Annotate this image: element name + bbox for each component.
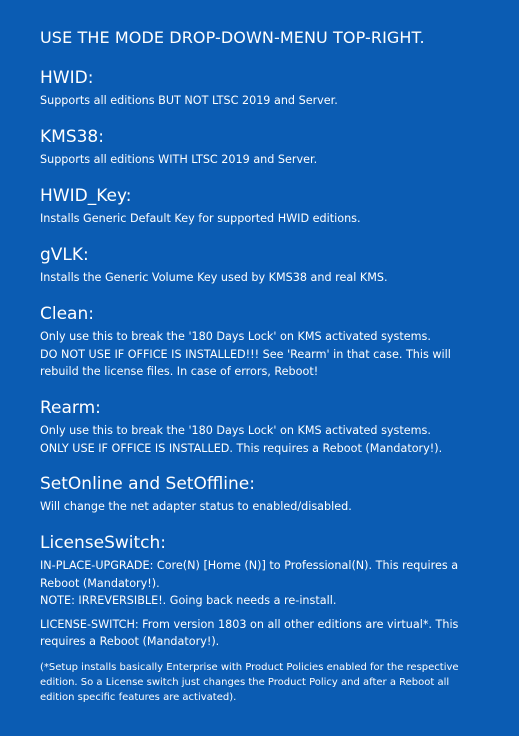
section-line: Installs the Generic Volume Key used by KMS38 and real KMS. bbox=[40, 271, 388, 284]
section-line: Installs Generic Default Key for supported HWID editions. bbox=[40, 212, 361, 225]
section-body-setonline-setoffline bbox=[40, 498, 505, 516]
section-title-hwid: HWID: bbox=[40, 68, 94, 88]
section-body-licenseswitch bbox=[40, 557, 505, 651]
section-hwid-key bbox=[40, 186, 505, 228]
section-setonline-setoffline bbox=[40, 474, 505, 516]
section-title-hwid-key: HWID_Key: bbox=[40, 186, 132, 206]
section-line: Reboot (Mandatory!). bbox=[40, 576, 160, 590]
section-hwid bbox=[40, 68, 505, 110]
section-title-setonline-setoffline: SetOnline and SetOffline: bbox=[40, 474, 255, 494]
section-body-gvlk bbox=[40, 269, 505, 287]
section-line: IN-PLACE-UPGRADE: Core(N) [Home (N)] to Professional(N). This requires a bbox=[40, 559, 459, 572]
section-line: DO NOT USE IF OFFICE IS INSTALLED!!! See 'Rearm' in that case. This will bbox=[40, 347, 451, 361]
section-line: Supports all editions WITH LTSC 2019 and Server. bbox=[40, 153, 318, 166]
section-body-hwid bbox=[40, 92, 505, 110]
footnote-line: edition. So a License switch just changes the Product Policy and after a Reboot all bbox=[40, 677, 450, 688]
section-kms38 bbox=[40, 127, 505, 169]
section-body-kms38 bbox=[40, 151, 505, 169]
footnote-line: edition specific features are activated). bbox=[40, 692, 237, 703]
section-line: NOTE: IRREVERSIBLE!. Going back needs a re-install. bbox=[40, 594, 337, 607]
section-body-hwid-key bbox=[40, 210, 505, 228]
section-title-kms38: KMS38: bbox=[40, 127, 104, 147]
footnote-line: (*Setup installs basically Enterprise with Product Policies enabled for the respective bbox=[40, 662, 459, 673]
section-line: ONLY USE IF OFFICE IS INSTALLED. This requires a Reboot (Mandatory!). bbox=[40, 441, 443, 455]
mode-instruction-heading: USE THE MODE DROP-DOWN-MENU TOP-RIGHT. bbox=[40, 28, 425, 47]
section-line: Will change the net adapter status to enabled/disabled. bbox=[40, 500, 352, 513]
section-line: requires a Reboot (Mandatory!). bbox=[40, 635, 220, 648]
section-clean bbox=[40, 304, 505, 381]
section-title-licenseswitch: LicenseSwitch: bbox=[40, 533, 167, 553]
section-line: rebuild the license files. In case of errors, Reboot! bbox=[40, 365, 319, 378]
edition-footnote bbox=[40, 660, 505, 705]
section-body-clean bbox=[40, 328, 505, 381]
section-body-rearm bbox=[40, 422, 505, 457]
section-rearm bbox=[40, 398, 505, 457]
section-line: Only use this to break the '180 Days Lock' on KMS activated systems. bbox=[40, 330, 431, 343]
section-line: Only use this to break the '180 Days Lock' on KMS activated systems. bbox=[40, 424, 431, 437]
section-licenseswitch bbox=[40, 533, 505, 651]
section-gvlk bbox=[40, 245, 505, 287]
section-title-gvlk: gVLK: bbox=[40, 245, 89, 265]
section-line: Supports all editions BUT NOT LTSC 2019 and Server. bbox=[40, 94, 338, 107]
section-title-rearm: Rearm: bbox=[40, 398, 101, 418]
section-line: LICENSE-SWITCH: From version 1803 on all other editions are virtual*. This bbox=[40, 617, 459, 631]
section-title-clean: Clean: bbox=[40, 304, 94, 324]
